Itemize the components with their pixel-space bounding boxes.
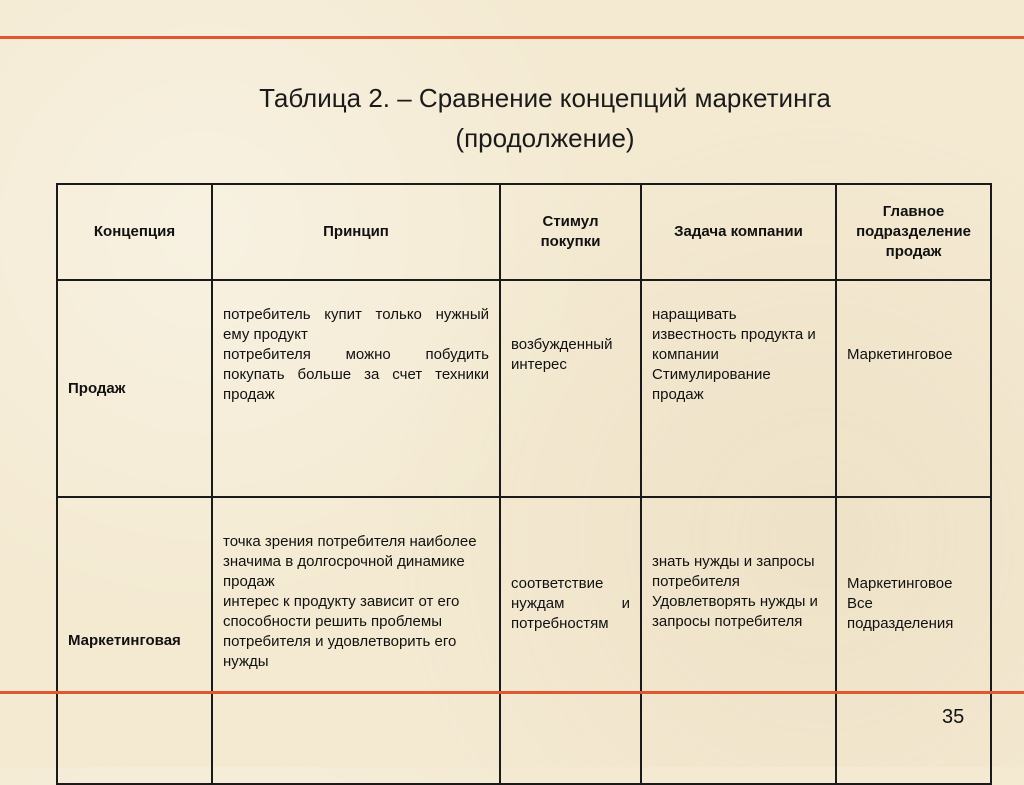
principle-text: точка зрения потребителя наиболее значима в долгосрочной динамике продаж	[223, 533, 477, 590]
header-stimulus: Стимул покупки	[500, 184, 641, 280]
principle-text: потребителя можно побудить покупать больше за счет техники продаж	[223, 346, 489, 403]
concept-cell: Маркетинговая	[57, 497, 212, 784]
department-cell	[836, 497, 991, 784]
task-cell	[641, 497, 836, 784]
department-cell	[836, 280, 991, 497]
principle-text: потребитель купит только нужный ему продукт	[223, 306, 489, 343]
header-task: Задача компании	[641, 184, 836, 280]
page-number: 35	[942, 706, 965, 728]
slide-title	[0, 78, 1024, 158]
principle-text: интерес к продукту зависит от его способности решить проблемы потребителя и удовлетворить его нужды	[223, 593, 460, 670]
table-row	[57, 497, 991, 784]
department-text: Все подразделения	[847, 595, 954, 632]
task-cell	[641, 280, 836, 497]
table-header-row	[57, 184, 991, 280]
comparison-table	[56, 183, 992, 785]
stimulus-cell: возбужденный интерес	[500, 280, 641, 497]
task-text: наращивать известность продукта и компании	[652, 306, 816, 363]
stimulus-cell: соответствие нуждам и потребностям	[500, 497, 641, 784]
header-principle: Принцип	[212, 184, 500, 280]
department-text: Маркетинговое	[847, 575, 953, 592]
header-department: Главное подразделение продаж	[836, 184, 991, 280]
header-concept: Концепция	[57, 184, 212, 280]
task-text: Стимулирование продаж	[652, 366, 771, 403]
table-row	[57, 280, 991, 497]
task-text: Удовлетворять нужды и запросы потребителя	[652, 593, 818, 630]
top-divider	[0, 36, 1024, 39]
task-text: знать нужды и запросы потребителя	[652, 553, 815, 590]
title-line-2: (продолжение)	[455, 123, 635, 153]
principle-cell	[212, 497, 500, 784]
principle-cell	[212, 280, 500, 497]
title-line-1: Таблица 2. – Сравнение концепций маркетинга	[259, 83, 831, 113]
department-text: Маркетинговое	[847, 346, 953, 363]
bottom-divider	[0, 691, 1024, 694]
concept-cell: Продаж	[57, 280, 212, 497]
